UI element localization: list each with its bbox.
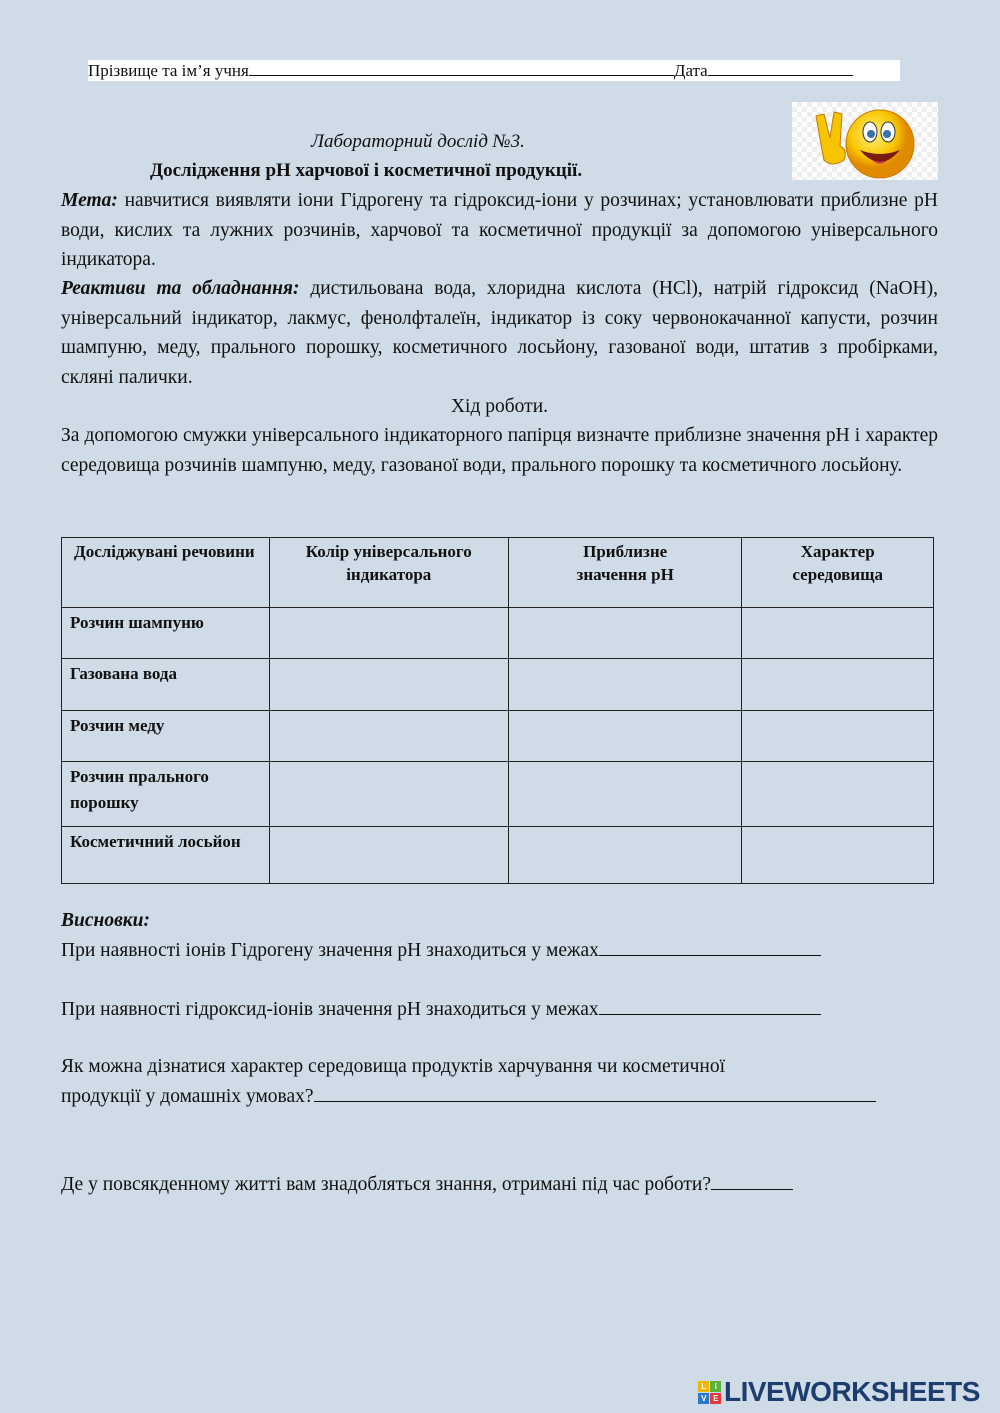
conclusions-label: Висновки: xyxy=(61,910,151,931)
table-row xyxy=(62,762,934,827)
question-3-line-1: Як можна дізнатися характер середовища продуктів харчування чи косметичної xyxy=(61,1056,726,1077)
answer-3-input[interactable] xyxy=(314,1086,876,1102)
aim-text: навчитися виявляти іони Гідрогену та гідроксид-іони у розчинах; установлювати приблизне pH води, кислих та лужних розчинів, харчової та косметичної продукції за допомогою універсального індикатора. xyxy=(61,190,938,270)
col-header-medium: Характер середовища xyxy=(742,538,934,608)
table-row xyxy=(62,608,934,659)
table-row xyxy=(62,711,934,762)
liveworksheets-logo xyxy=(698,1376,980,1408)
ph-input[interactable] xyxy=(508,608,742,659)
date-input[interactable] xyxy=(708,60,853,76)
color-input[interactable] xyxy=(269,827,508,884)
substance-cell: Розчин прального порошку xyxy=(62,762,270,827)
ph-input[interactable] xyxy=(508,827,742,884)
substance-cell: Розчин шампуню xyxy=(62,608,270,659)
date-label: Дата xyxy=(673,61,708,80)
ph-input[interactable] xyxy=(508,659,742,711)
medium-input[interactable] xyxy=(742,762,934,827)
logo-icon: L I V E xyxy=(698,1381,721,1404)
name-input[interactable] xyxy=(249,60,674,76)
procedure-text: За допомогою смужки універсального індикаторного папірця визначте приблизне значення pH і характер середовища розчинів шампуню, меду, газованої води, прального порошку та косметичного лосьйону. xyxy=(61,425,938,476)
reagents-paragraph xyxy=(61,274,938,392)
logo-text: LIVEWORKSHEETS xyxy=(724,1376,980,1407)
substance-cell: Косметичний лосьйон xyxy=(62,827,270,884)
lab-number: Лабораторний дослід №3. xyxy=(311,131,525,152)
medium-input[interactable] xyxy=(742,711,934,762)
substance-cell: Газована вода xyxy=(62,659,270,711)
answer-1-input[interactable] xyxy=(599,940,821,956)
col-header-ph-value: Приблизне значення pH xyxy=(508,538,742,608)
aim-paragraph xyxy=(61,186,938,275)
aim-label: Мета: xyxy=(61,190,118,211)
color-input[interactable] xyxy=(269,762,508,827)
ph-input[interactable] xyxy=(508,711,742,762)
table-row xyxy=(62,827,934,884)
reagents-label: Реактиви та обладнання: xyxy=(61,278,300,299)
table-header-row xyxy=(62,538,934,608)
question-3-text: продукції у домашніх умовах? xyxy=(61,1086,314,1107)
color-input[interactable] xyxy=(269,711,508,762)
medium-input[interactable] xyxy=(742,827,934,884)
answer-2-input[interactable] xyxy=(599,999,821,1015)
color-input[interactable] xyxy=(269,659,508,711)
name-label: Прізвище та ім’я учня xyxy=(88,61,249,80)
question-4-text: Де у повсякденному житті вам знадобляться знання, отримані під час роботи? xyxy=(61,1174,712,1195)
substance-cell: Розчин меду xyxy=(62,711,270,762)
col-header-indicator-color: Колір універсального індикатора xyxy=(269,538,508,608)
color-input[interactable] xyxy=(269,608,508,659)
table-row xyxy=(62,659,934,711)
results-table xyxy=(61,537,934,884)
col-header-substances: Досліджувані речовини xyxy=(62,538,270,608)
question-2-text: При наявності гідроксид-іонів значення pH знаходиться у межах xyxy=(61,999,599,1020)
question-1 xyxy=(61,940,938,962)
medium-input[interactable] xyxy=(742,659,934,711)
student-header xyxy=(88,60,900,81)
question-2 xyxy=(61,999,938,1021)
page-title: Дослідження pH харчової і косметичної продукції. xyxy=(150,160,583,181)
reagents-text: дистильована вода, хлоридна кислота (HCl), натрій гідроксид (NaOH), універсальний індикатор, лакмус, фенолфталеїн, індикатор із соку червонокачанної капусти, розчин шампуню, меду, прального порошку, косметичного лосьйону, газованої води, штатив з пробірками, скляні палички. xyxy=(61,278,938,388)
question-4 xyxy=(61,1174,938,1196)
ph-input[interactable] xyxy=(508,762,742,827)
question-1-text: При наявності іонів Гідрогену значення pH знаходиться у межах xyxy=(61,940,599,961)
question-3 xyxy=(61,1086,938,1108)
medium-input[interactable] xyxy=(742,608,934,659)
procedure-heading: Хід роботи. xyxy=(450,396,549,417)
answer-4-input[interactable] xyxy=(711,1174,793,1190)
